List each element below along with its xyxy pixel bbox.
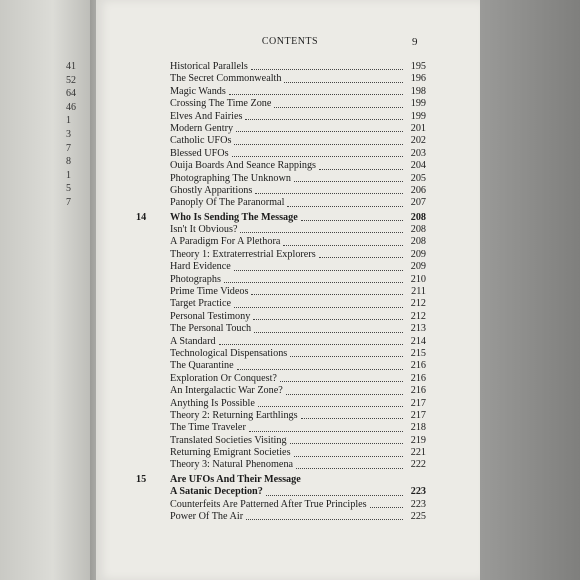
entry-title: Theory 1: Extraterrestrial Explorers <box>170 248 316 260</box>
toc-entry-row <box>136 511 426 523</box>
entry-title: Counterfeits Are Patterned After True Principles <box>170 498 367 510</box>
toc-chapter-row <box>136 486 426 498</box>
entry-title: Historical Parallels <box>170 60 248 72</box>
entry-page-number: 217 <box>410 397 426 409</box>
entry-title: The Secret Commonwealth <box>170 73 282 85</box>
dot-leader <box>234 270 403 271</box>
toc-entry-row <box>136 123 426 135</box>
entry-page-number: 212 <box>410 310 426 322</box>
toc-entry-row <box>136 447 426 459</box>
toc-entry-row <box>136 61 426 73</box>
entry-page-number: 203 <box>410 147 426 159</box>
toc-chapter-row <box>136 212 426 224</box>
previous-page-edge-number: 46 <box>66 101 76 113</box>
entry-title: Technological Dispensations <box>170 347 288 359</box>
entry-page-number: 201 <box>410 122 426 134</box>
entry-title: Exploration Or Conquest? <box>170 372 277 384</box>
entry-title: An Intergalactic War Zone? <box>170 385 283 397</box>
entry-page-number: 195 <box>410 60 426 72</box>
dot-leader <box>286 394 403 395</box>
entry-title: Catholic UFOs <box>170 135 232 147</box>
toc-entry-row <box>136 499 426 511</box>
toc-entry-row <box>136 274 426 286</box>
dot-leader <box>294 181 403 182</box>
dot-leader <box>232 156 403 157</box>
dot-leader <box>246 519 403 520</box>
entry-title: Isn't It Obvious? <box>170 224 238 236</box>
dot-leader <box>294 456 403 457</box>
toc-entry-row <box>136 236 426 248</box>
entry-title: A Paradigm For A Plethora <box>170 236 281 248</box>
toc-entry-row <box>136 385 426 397</box>
entry-page-number: 219 <box>410 434 426 446</box>
dot-leader <box>251 69 403 70</box>
table-of-contents <box>136 61 426 523</box>
entry-title: Panoply Of The Paranormal <box>170 197 285 209</box>
dot-leader <box>240 232 403 233</box>
entry-page-number: 222 <box>410 459 426 471</box>
dot-leader <box>301 418 403 419</box>
entry-title: Ouija Boards And Seance Rappings <box>170 160 316 172</box>
chapter-number: 15 <box>136 473 147 485</box>
toc-entry-row <box>136 373 426 385</box>
entry-title: Anything Is Possible <box>170 397 255 409</box>
entry-page-number: 205 <box>410 172 426 184</box>
toc-entry-row <box>136 148 426 160</box>
previous-page-edge-number: 3 <box>66 128 71 140</box>
previous-page-edge-number: 5 <box>66 183 71 195</box>
entry-page-number: 221 <box>410 447 426 459</box>
toc-entry-row <box>136 249 426 261</box>
entry-page-number: 215 <box>410 347 426 359</box>
entry-page-number: 208 <box>410 224 426 236</box>
entry-title: Target Practice <box>170 298 232 310</box>
dot-leader <box>284 82 403 83</box>
entry-title: A Standard <box>170 335 216 347</box>
entry-title: Photographing The Unknown <box>170 172 291 184</box>
entry-page-number: 213 <box>410 323 426 335</box>
toc-entry-row <box>136 460 426 472</box>
entry-page-number: 208 <box>410 236 426 248</box>
entry-page-number: 217 <box>410 409 426 421</box>
dot-leader <box>251 294 403 295</box>
entry-title: The Personal Touch <box>170 323 252 335</box>
dot-leader <box>319 169 403 170</box>
dot-leader <box>255 193 403 194</box>
dot-leader <box>301 220 403 221</box>
toc-entry-row <box>136 360 426 372</box>
chapter-page-number: 208 <box>410 211 426 223</box>
entry-title: The Quarantine <box>170 360 234 372</box>
entry-page-number: 199 <box>410 98 426 110</box>
entry-title: Prime Time Videos <box>170 286 249 298</box>
dot-leader <box>370 507 403 508</box>
chapter-number: 14 <box>136 211 147 223</box>
entry-title: Returning Emigrant Societies <box>170 447 291 459</box>
previous-page-edge-number: 7 <box>66 196 71 208</box>
entry-page-number: 202 <box>410 135 426 147</box>
toc-entry-row <box>136 323 426 335</box>
chapter-title: A Satanic Deception? <box>170 486 263 498</box>
previous-page-edge-number: 52 <box>66 74 76 86</box>
entry-title: Theory 2: Returning Earthlings <box>170 409 298 421</box>
entry-title: Modern Gentry <box>170 122 234 134</box>
dot-leader <box>234 307 403 308</box>
toc-entry-row <box>136 73 426 85</box>
dot-leader <box>290 443 403 444</box>
dot-leader <box>234 144 403 145</box>
toc-entry-row <box>136 173 426 185</box>
entry-page-number: 216 <box>410 360 426 372</box>
toc-chapter-row <box>136 474 426 486</box>
entry-page-number: 196 <box>410 73 426 85</box>
chapter-page-number: 223 <box>410 486 426 498</box>
chapter-title: Who Is Sending The Message <box>170 211 298 223</box>
toc-entry-row <box>136 197 426 209</box>
previous-page-edge-number: 1 <box>66 115 71 127</box>
entry-page-number: 214 <box>410 335 426 347</box>
dot-leader <box>296 468 403 469</box>
entry-page-number: 216 <box>410 372 426 384</box>
entry-page-number: 199 <box>410 110 426 122</box>
entry-page-number: 223 <box>410 498 426 510</box>
toc-entry-row <box>136 398 426 410</box>
previous-page <box>0 0 96 580</box>
dot-leader <box>249 431 403 432</box>
entry-title: Photographs <box>170 273 221 285</box>
page-number: 9 <box>412 36 418 48</box>
toc-entry-row <box>136 261 426 273</box>
entry-title: Translated Societies Visiting <box>170 434 287 446</box>
chapter-title: Are UFOs And Their Message <box>170 473 301 485</box>
previous-page-edge-number: 8 <box>66 156 71 168</box>
dot-leader <box>219 344 403 345</box>
entry-title: Crossing The Time Zone <box>170 98 272 110</box>
dot-leader <box>266 495 403 496</box>
dot-leader <box>283 245 403 246</box>
toc-entry-row <box>136 111 426 123</box>
toc-entry-row <box>136 435 426 447</box>
toc-entry-row <box>136 410 426 422</box>
toc-entry-row <box>136 348 426 360</box>
entry-title: Theory 3: Natural Phenomena <box>170 459 294 471</box>
previous-page-edge-number: 7 <box>66 142 71 154</box>
toc-entry-row <box>136 185 426 197</box>
dot-leader <box>229 94 403 95</box>
entry-page-number: 218 <box>410 422 426 434</box>
toc-entry-row <box>136 298 426 310</box>
toc-entry-row <box>136 336 426 348</box>
entry-page-number: 216 <box>410 385 426 397</box>
entry-title: Magic Wands <box>170 85 226 97</box>
dot-leader <box>274 107 403 108</box>
entry-page-number: 206 <box>410 184 426 196</box>
entry-title: Elves And Fairies <box>170 110 243 122</box>
entry-page-number: 207 <box>410 197 426 209</box>
dot-leader <box>258 406 403 407</box>
previous-page-edge-number: 41 <box>66 61 76 72</box>
entry-page-number: 225 <box>410 511 426 523</box>
entry-page-number: 211 <box>411 286 426 298</box>
entry-title: Power Of The Air <box>170 511 244 523</box>
toc-entry-row <box>136 224 426 236</box>
entry-page-number: 209 <box>410 248 426 260</box>
toc-entry-row <box>136 86 426 98</box>
dot-leader <box>319 257 403 258</box>
entry-page-number: 210 <box>410 273 426 285</box>
dot-leader <box>237 369 403 370</box>
previous-page-edge-number: 64 <box>66 88 76 100</box>
toc-entry-row <box>136 98 426 110</box>
entry-title: Blessed UFOs <box>170 147 229 159</box>
entry-page-number: 204 <box>410 160 426 172</box>
previous-page-edge-number: 1 <box>66 169 71 181</box>
dot-leader <box>245 119 403 120</box>
dot-leader <box>253 319 403 320</box>
dot-leader <box>236 131 403 132</box>
dot-leader <box>224 282 403 283</box>
entry-title: Ghostly Apparitions <box>170 184 253 196</box>
toc-entry-row <box>136 135 426 147</box>
toc-entry-row <box>136 286 426 298</box>
dot-leader <box>254 332 403 333</box>
entry-title: Personal Testimony <box>170 310 251 322</box>
toc-entry-row <box>136 422 426 434</box>
entry-title: The Time Traveler <box>170 422 246 434</box>
previous-page-edge-numbers <box>66 60 80 210</box>
toc-entry-row <box>136 311 426 323</box>
dot-leader <box>290 356 403 357</box>
background <box>480 0 580 580</box>
entry-page-number: 212 <box>410 298 426 310</box>
entry-page-number: 198 <box>410 85 426 97</box>
dot-leader <box>280 381 403 382</box>
dot-leader <box>287 206 403 207</box>
toc-entry-row <box>136 160 426 172</box>
entry-title: Hard Evidence <box>170 261 231 273</box>
entry-page-number: 209 <box>410 261 426 273</box>
running-header-title: CONTENTS <box>261 36 319 47</box>
